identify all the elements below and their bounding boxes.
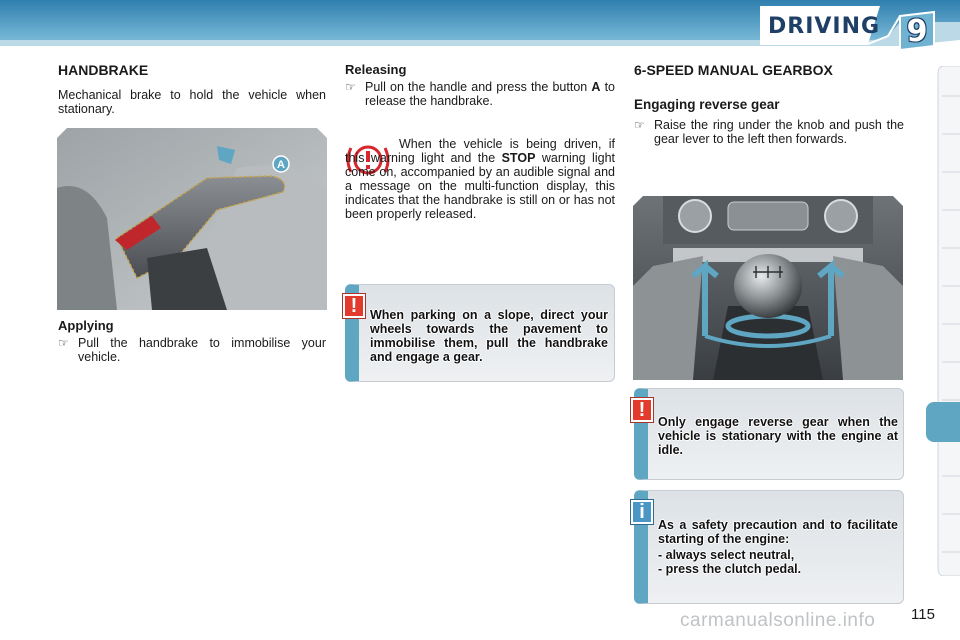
reverse-gear-text: Raise the ring under the knob and push the gear lever to the left then forwards.	[654, 118, 904, 146]
chapter-title: DRIVING	[768, 14, 881, 39]
safety-info-title: As a safety precaution and to facilitate starting of the engine:	[658, 518, 898, 546]
releasing-text-pre: Pull on the handle and press the button	[365, 80, 592, 94]
page-number: 115	[911, 606, 935, 623]
gearbox-title: 6-SPEED MANUAL GEARBOX	[634, 62, 833, 78]
releasing-title: Releasing	[345, 62, 407, 77]
page-header	[0, 0, 960, 50]
warning-light-text-pre: When the vehicle is being driven, if this warning light and the	[345, 137, 615, 165]
warning-light-text-post: warning light come on, accompanied by an audible signal and a message on the multi-function display, this indicates that the handbrake is still on or has not been properly released.	[345, 151, 615, 221]
exclamation-icon: !	[631, 398, 653, 422]
pointing-hand-icon: ☞	[634, 118, 645, 132]
reverse-gear-bullet	[634, 118, 904, 146]
releasing-text-post: to release the handbrake.	[365, 80, 615, 108]
reverse-gear-subtitle: Engaging reverse gear	[634, 97, 780, 112]
handbrake-description: Mechanical brake to hold the vehicle when stationary.	[58, 88, 326, 116]
safety-info-notice	[634, 490, 904, 604]
parking-slope-text: When parking on a slope, direct your wheels towards the pavement to immobilise them, pull the handbrake and engage a gear.	[370, 308, 608, 364]
stop-label: STOP	[501, 151, 536, 165]
tab-driving[interactable]	[926, 402, 960, 442]
safety-info-item-2: - press the clutch pedal.	[658, 562, 802, 576]
info-icon: i	[631, 500, 653, 524]
safety-info-item-1: - always select neutral,	[658, 548, 795, 562]
tab-strip	[930, 66, 960, 576]
applying-text: Pull the handbrake to immobilise your vehicle.	[78, 336, 326, 364]
applying-bullet	[58, 336, 326, 364]
exclamation-icon: !	[343, 294, 365, 318]
photo-callout-a: A	[277, 159, 285, 171]
applying-title: Applying	[58, 318, 114, 333]
reverse-gear-warning-text: Only engage reverse gear when the vehicle is stationary with the engine at idle.	[658, 415, 898, 457]
pointing-hand-icon: ☞	[58, 336, 69, 350]
releasing-bullet	[345, 80, 615, 108]
handbrake-title: HANDBRAKE	[58, 62, 149, 78]
warning-light-explanation	[345, 137, 615, 221]
pointing-hand-icon: ☞	[345, 80, 356, 94]
watermark: carmanualsonline.info	[680, 610, 876, 631]
gear-lever-photo	[633, 196, 903, 380]
releasing-ref: A	[591, 80, 601, 94]
chapter-tabs	[930, 66, 960, 576]
handbrake-photo	[57, 128, 327, 310]
chapter-number: 9	[906, 13, 928, 49]
